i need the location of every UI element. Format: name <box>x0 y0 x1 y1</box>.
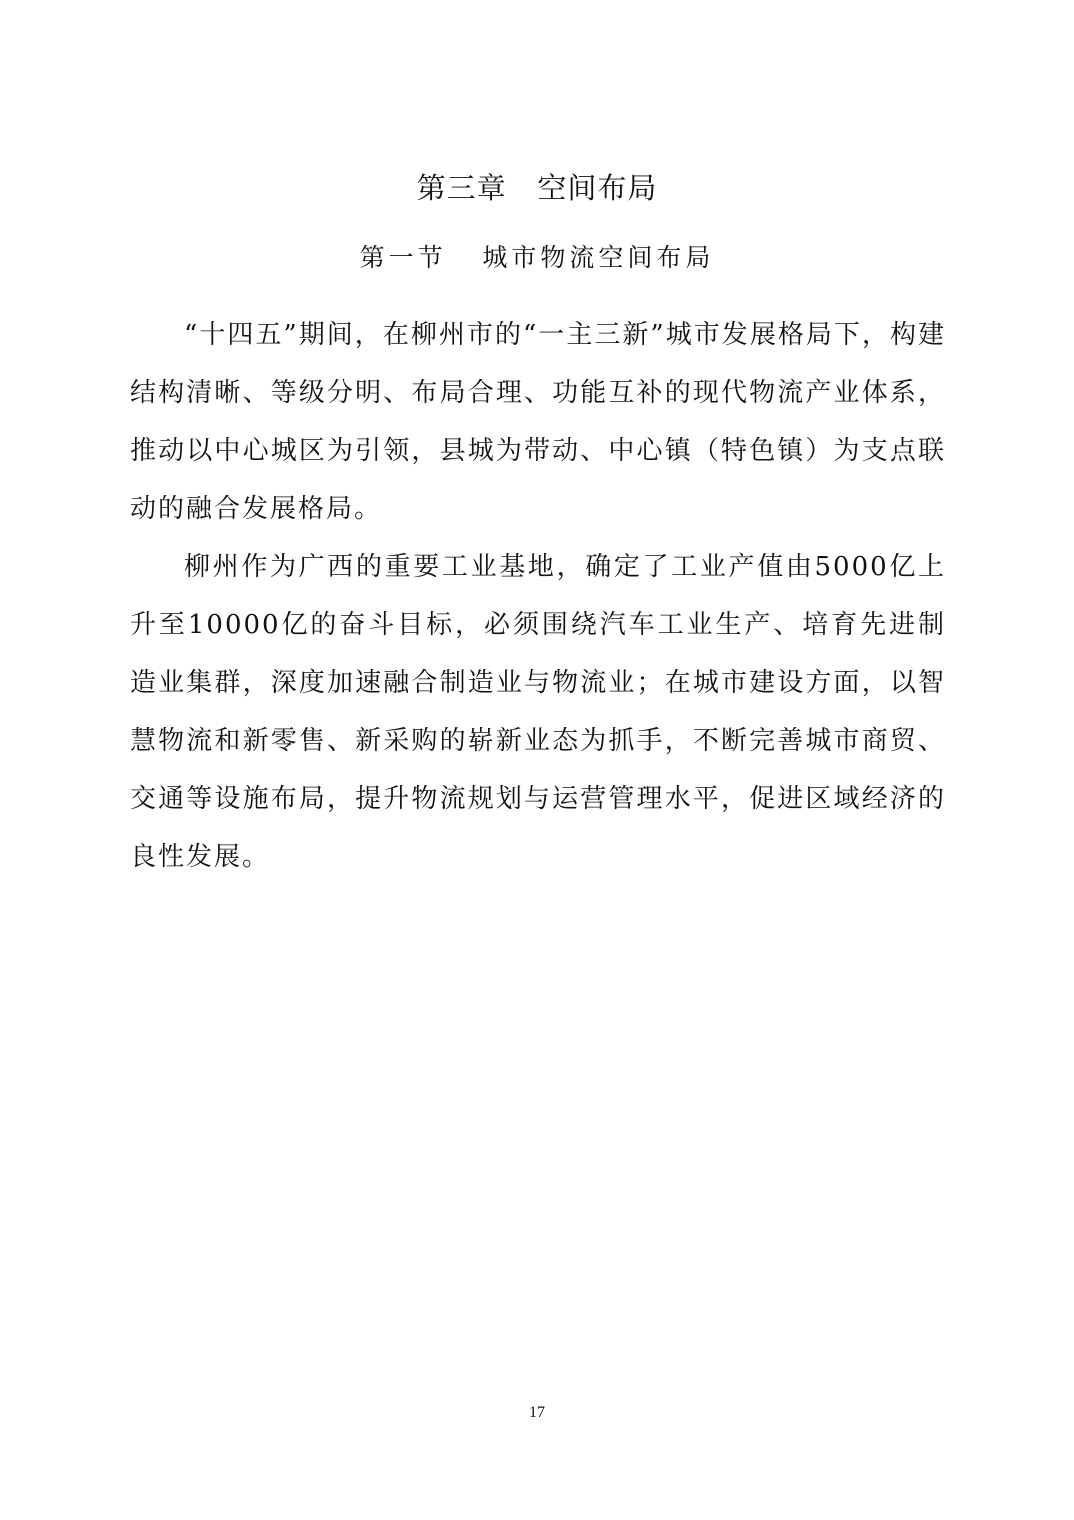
paragraph-1: “十四五”期间，在柳州市的“一主三新”城市发展格局下，构建结构清晰、等级分明、布局合理、功能互补的现代物流产业体系，推动以中心城区为引领，县城为带动、中心镇（特色镇）为支点联动的融合发展格局。 <box>130 320 946 524</box>
page-number: 17 <box>529 1404 545 1421</box>
paragraph-2: 柳州作为广西的重要工业基地，确定了工业产值由5000亿上升至10000亿的奋斗目标，必须围绕汽车工业生产、培育先进制造业集群，深度加速融合制造业与物流业；在城市建设方面，以智慧物流和新零售、新采购的崭新业态为抓手，不断完善城市商贸、交通等设施布局，提升物流规划与运营管理水平，促进区域经济的良性发展。 <box>130 552 946 872</box>
body-text <box>130 306 946 886</box>
section-title: 第一节 城市物流空间布局 <box>359 243 715 272</box>
chapter-title: 第三章 空间布局 <box>416 171 658 205</box>
